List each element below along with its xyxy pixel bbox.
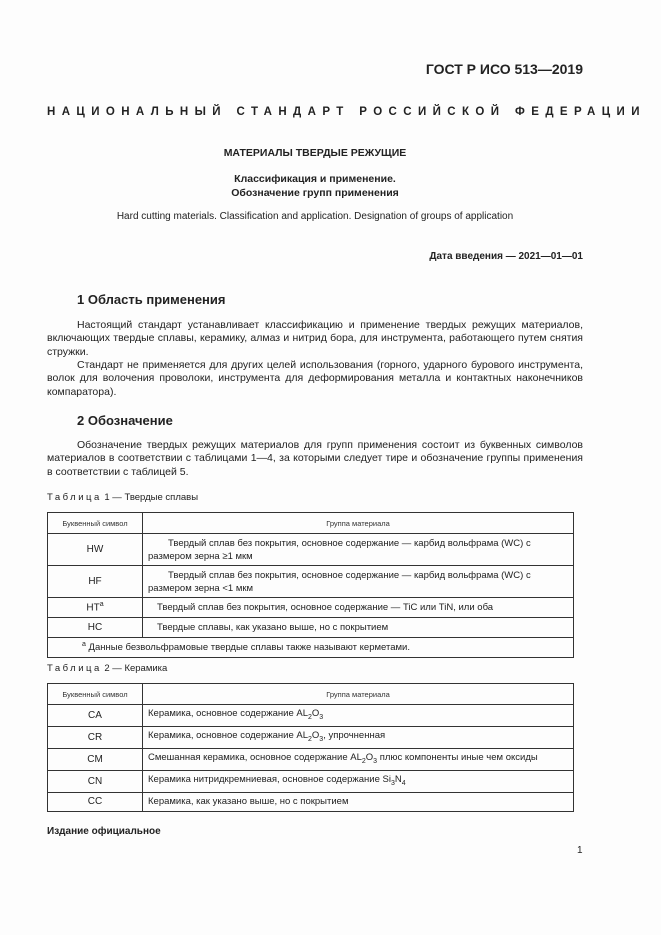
symbol-cell [48,598,143,618]
table-caption [47,492,198,503]
group-cell: Твердый сплав без покрытия, основное содержание — TiC или TiN, или оба [143,598,574,618]
symbol-cell: CR [48,726,143,748]
symbol-cell: HC [48,618,143,638]
symbol-cell: CM [48,748,143,770]
subtitle-line: Обозначение групп применения [231,187,399,199]
document-subtitle [47,172,583,200]
subtitle-line: Классификация и применение. [234,173,396,185]
footnote-mark: a [82,641,86,649]
table-row [48,726,574,748]
symbol-cell: CA [48,705,143,727]
group-cell: Керамика, основное содержание $AL_2O_3$ [143,705,574,727]
table-row [48,566,574,598]
symbol-cell: CN [48,770,143,792]
symbol-cell: HW [48,534,143,566]
group-cell: Твердый сплав без покрытия, основное содержание — карбид вольфрама (WC) с размером зерна ≥1 мкм [143,534,574,566]
table-row [48,598,574,618]
table-row [48,618,574,638]
footnote-ref: a [99,601,104,609]
column-header: Буквенный символ [48,513,143,534]
symbol-cell: HF [48,566,143,598]
page-number: 1 [577,845,583,856]
national-standard-banner: НАЦИОНАЛЬНЫЙ СТАНДАРТ РОССИЙСКОЙ ФЕДЕРАЦИИ [47,106,646,118]
table-footnote [48,638,574,658]
group-cell: Керамика, как указано выше, но с покрытием [143,792,574,811]
footnote-text: Данные безвольфрамовые твердые сплавы также называют керметами. [85,642,410,654]
document-title: МАТЕРИАЛЫ ТВЕРДЫЕ РЕЖУЩИЕ [223,147,407,159]
column-header: Группа материала [143,513,574,534]
standard-code: ГОСТ Р ИСО 513—2019 [425,61,583,77]
table-row [48,792,574,811]
group-cell: Керамика нитридкремниевая, основное содержание $Si_3N_4$ [143,770,574,792]
english-title: Hard cutting materials. Classification and application. Designation of groups of application [116,211,514,222]
table-ceramics [47,683,574,812]
group-cell: Твердый сплав без покрытия, основное содержание — карбид вольфрама (WC) с размером зерна <1 мкм [143,566,574,598]
official-edition-label: Издание официальное [47,826,161,837]
table-caption-text: 2 — Керамика [101,663,168,674]
paragraph: Стандарт не применяется для других целей использования (горного, ударного бурового инструмента, волок для волочения проволоки, инструмента для деформирования металла и контактных наконечников компаратора). [47,359,583,398]
group-cell: Керамика, основное содержание $AL_2O_3$, упрочненная [143,726,574,748]
table-label: Таблица [47,663,102,674]
group-cell: Твердые сплавы, как указано выше, но с покрытием [143,618,574,638]
table-row [48,705,574,727]
table-row [48,770,574,792]
table-row [48,534,574,566]
table-caption-text: 1 — Твердые сплавы [101,492,199,503]
paragraph: Обозначение твердых режущих материалов для групп применения состоит из буквенных символов материалов в соответствии с таблицами 1—4, за которыми следует тире и обозначение группы применения в соответствии с таблицей 5. [47,439,583,478]
column-header: Группа материала [143,684,574,705]
effective-date: Дата введения — 2021—01—01 [429,251,583,262]
section-heading: 1 Область применения [77,292,226,307]
table-hard-alloys [47,512,574,658]
column-header: Буквенный символ [48,684,143,705]
table-label: Таблица [47,492,102,503]
section-heading: 2 Обозначение [77,413,173,428]
table-row [48,748,574,770]
symbol-cell: CC [48,792,143,811]
group-cell: Смешанная керамика, основное содержание $AL_2O_3$ плюс компоненты иные чем оксиды [143,748,574,770]
paragraph: Настоящий стандарт устанавливает классификацию и применение твердых режущих материалов, включающих твердые сплавы, керамику, алмаз и нитрид бора, для инструмента, работающего путем снятия стружки. [47,319,583,358]
table-caption [47,663,167,674]
symbol-text: HT [86,602,100,614]
